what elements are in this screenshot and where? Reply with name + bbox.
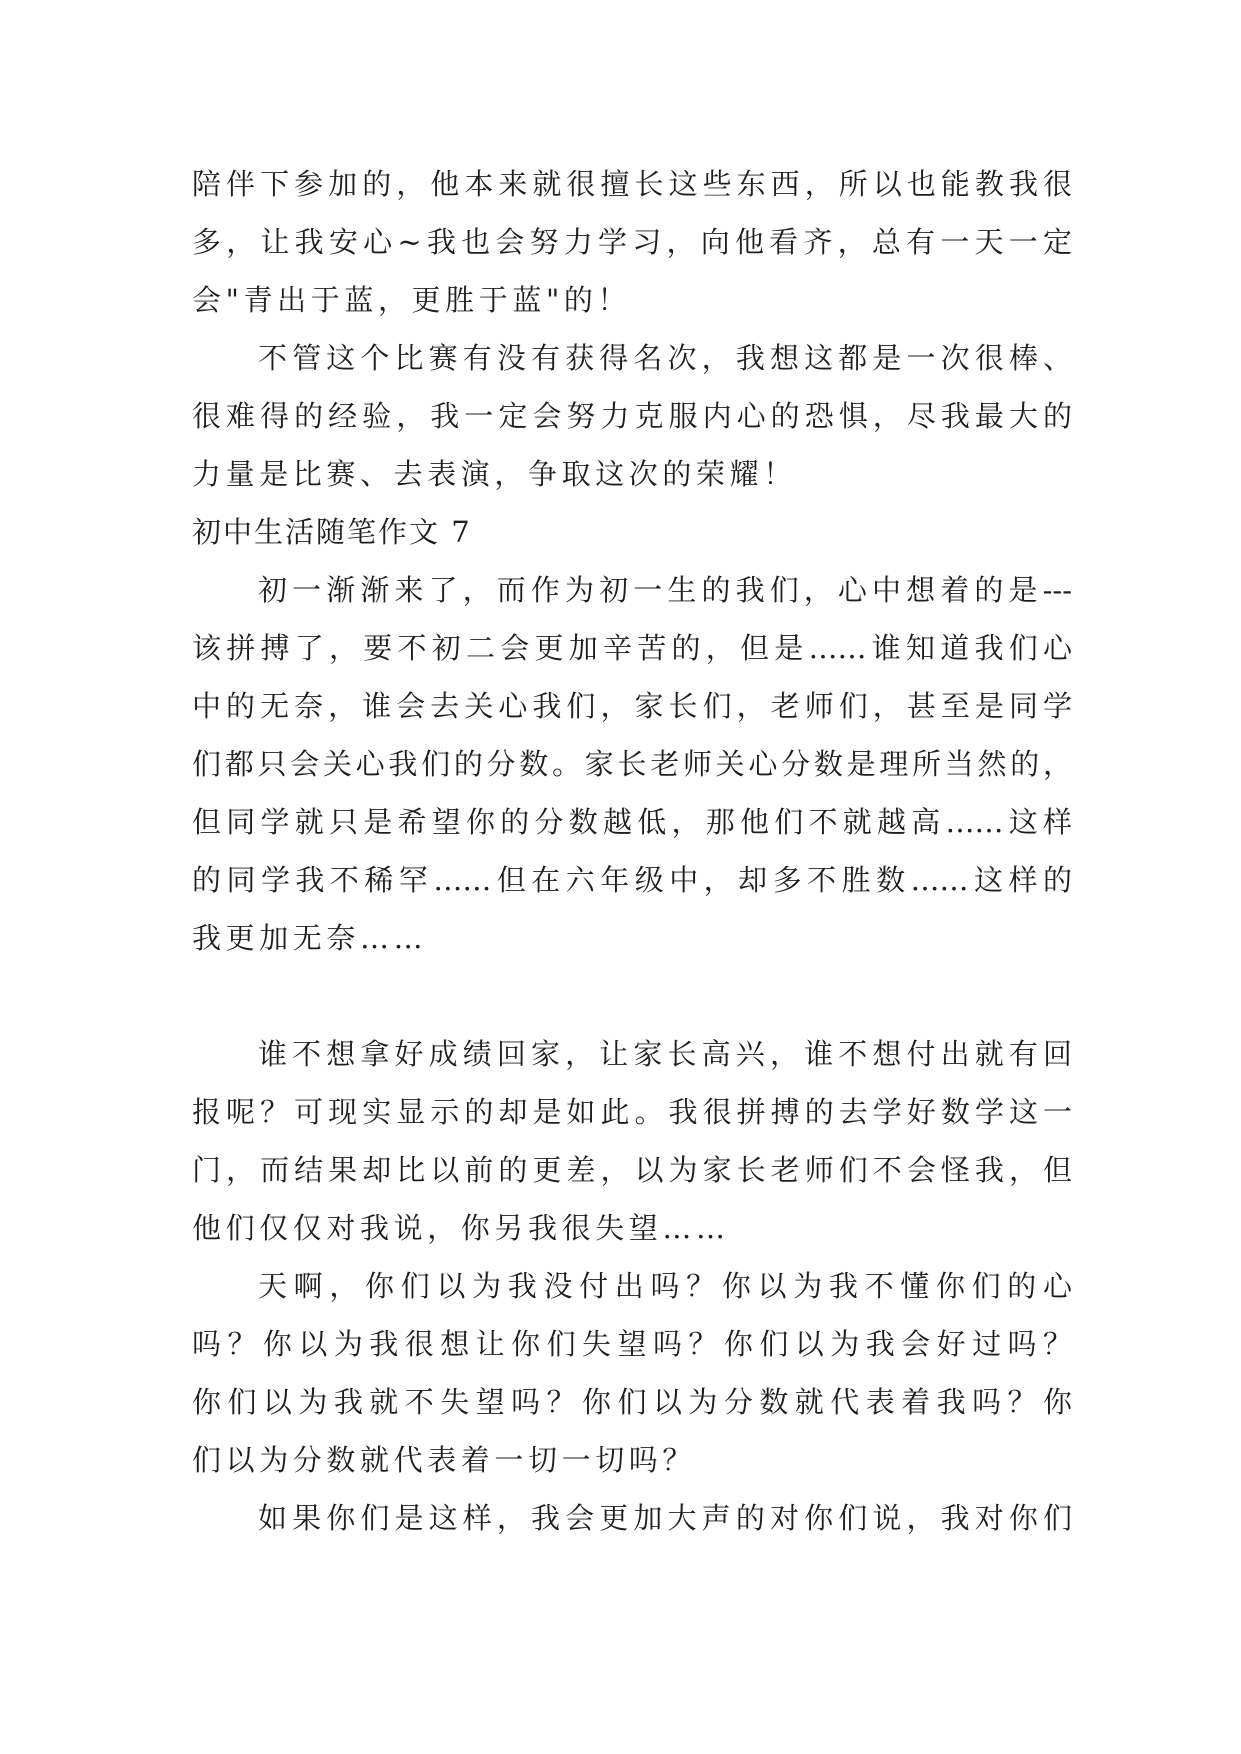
- text-line: 们都只会关心我们的分数。家长老师关心分数是理所当然的，: [192, 747, 1072, 781]
- text-line: 会"青出于蓝，更胜于蓝"的！: [192, 283, 632, 317]
- text-line: 陪伴下参加的，他本来就很擅长这些东西，所以也能教我很: [192, 167, 1072, 201]
- text-line: 他们仅仅对我说，你另我很失望……: [192, 1211, 730, 1245]
- text-line: 们以为分数就代表着一切一切吗？: [192, 1443, 697, 1477]
- text-line: 但同学就只是希望你的分数越低，那他们不就越高……这样: [192, 805, 1072, 839]
- text-line: 很难得的经验，我一定会努力克服内心的恐惧，尽我最大的: [192, 399, 1072, 433]
- section-heading: 初中生活随笔作文 7: [192, 515, 472, 549]
- text-line: 吗？你以为我很想让你们失望吗？你们以为我会好过吗？: [192, 1327, 1072, 1361]
- paragraph-start-line: 天啊，你们以为我没付出吗？你以为我不懂你们的心: [258, 1269, 1072, 1303]
- document-body: [192, 155, 1072, 1547]
- text-line: 你们以为我就不失望吗？你们以为分数就代表着我吗？你: [192, 1385, 1072, 1419]
- paragraph-gap: [192, 967, 1072, 1025]
- text-line: 多，让我安心~我也会努力学习，向他看齐，总有一天一定: [192, 225, 1072, 259]
- text-line: 中的无奈，谁会去关心我们，家长们，老师们，甚至是同学: [192, 689, 1072, 723]
- text-line: 力量是比赛、去表演，争取这次的荣耀！: [192, 457, 797, 491]
- text-line: 报呢？可现实显示的却是如此。我很拼搏的去学好数学这一: [192, 1095, 1072, 1129]
- paragraph-start-line: 谁不想拿好成绩回家，让家长高兴，谁不想付出就有回: [258, 1037, 1072, 1071]
- paragraph-start-line: 不管这个比赛有没有获得名次，我想这都是一次很棒、: [258, 341, 1072, 375]
- text-line: 我更加无奈……: [192, 921, 428, 955]
- text-line: 的同学我不稀罕……但在六年级中，却多不胜数……这样的: [192, 863, 1072, 897]
- text-line: 该拼搏了，要不初二会更加辛苦的，但是……谁知道我们心: [192, 631, 1072, 665]
- paragraph-start-line: 如果你们是这样，我会更加大声的对你们说，我对你们: [258, 1501, 1072, 1535]
- text-line: 门，而结果却比以前的更差，以为家长老师们不会怪我，但: [192, 1153, 1072, 1187]
- paragraph-start-line: 初一渐渐来了，而作为初一生的我们，心中想着的是---: [258, 573, 1072, 607]
